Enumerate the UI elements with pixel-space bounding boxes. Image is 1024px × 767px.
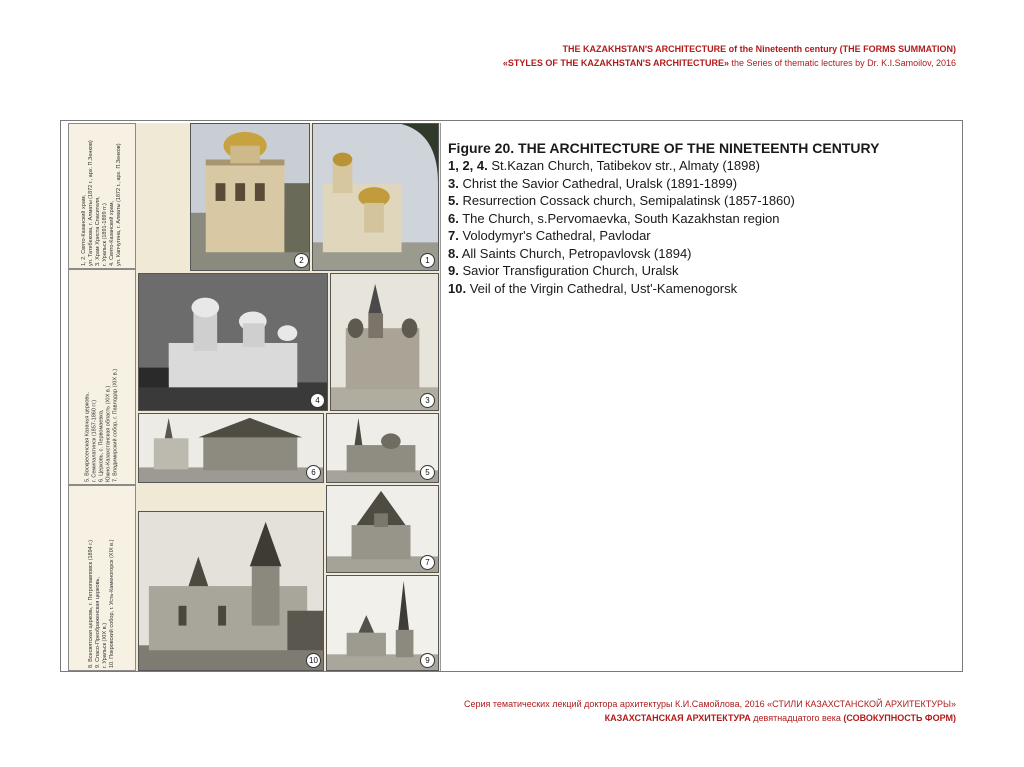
photo-number-badge: 1 xyxy=(420,253,435,268)
figure-item-text: Volodymyr's Cathedral, Pavlodar xyxy=(458,228,651,243)
photo-church-pervomaevka xyxy=(138,413,324,483)
figure-item xyxy=(448,262,948,280)
figure-caption xyxy=(448,139,948,297)
photo-number-badge: 5 xyxy=(420,465,435,480)
figure-item-number: 10. xyxy=(448,280,467,296)
figure-title: Figure 20. THE ARCHITECTURE OF THE NINETEENTH CENTURY xyxy=(448,140,880,156)
photo-number-badge: 6 xyxy=(306,465,321,480)
photo-number-badge: 7 xyxy=(420,555,435,570)
photo-collage xyxy=(68,123,441,671)
figure-item xyxy=(448,175,948,193)
photo-kazan-church-4 xyxy=(138,273,328,411)
figure-item-text: St.Kazan Church, Tatibekov str., Almaty (1898) xyxy=(487,158,760,173)
caption-text-1: 1, 2. Свято-Казанский храм, ул. Татибекова, г. Алматы (1872 г., арх. П.Зенков) 3. Храм Христа Спасителя, г. Уральск (1891-1899 гг.) 4. Свято-Казанский храм, ул. Капчугина, г. Алматы (1872 г., арх. П.Зенков) xyxy=(81,140,122,266)
figure-item-text: Christ the Savior Cathedral, Uralsk (1891-1899) xyxy=(458,175,738,191)
figure-item-number: 3. xyxy=(448,175,459,191)
figure-item xyxy=(448,245,948,263)
photo-number-badge: 3 xyxy=(420,393,435,408)
photo-all-saints-church xyxy=(138,511,324,671)
figure-item-text: The Church, s.Pervomaevka, South Kazakhstan region xyxy=(458,210,780,226)
footer-bold-1: КАЗАХСТАНСКАЯ АРХИТЕКТУРА xyxy=(604,713,751,723)
caption-strip-2 xyxy=(68,269,136,485)
photo-kazan-church-1 xyxy=(312,123,439,271)
figure-frame xyxy=(60,120,963,672)
figure-item-number: 8. xyxy=(448,245,459,261)
figure-item-number: 9. xyxy=(448,263,459,278)
figure-item-text: Veil of the Virgin Cathedral, Ust'-Kamenogorsk xyxy=(466,280,738,296)
figure-item-number: 5. xyxy=(448,193,459,208)
footer-mid: девятнадцатого века xyxy=(750,713,844,723)
header-series-name: «STYLES OF THE KAZAKHSTAN'S ARCHITECTURE» xyxy=(502,58,730,68)
figure-item xyxy=(448,157,948,175)
figure-item-number: 7. xyxy=(448,228,459,243)
figure-item-number: 6. xyxy=(448,210,459,226)
caption-strip-1 xyxy=(68,123,136,269)
footer-series-line: Серия тематических лекций доктора архитектуры К.И.Самойлова, 2016 «СТИЛИ КАЗАХСТАНСКОЙ АРХИТЕКТУРЫ» xyxy=(463,699,956,709)
footer-bold-2: (СОВОКУПНОСТЬ ФОРМ) xyxy=(843,713,956,723)
slide-header xyxy=(503,42,956,70)
photo-number-badge: 10 xyxy=(306,653,321,668)
figure-item-text: Resurrection Cossack church, Semipalatinsk (1857-1860) xyxy=(458,193,795,208)
caption-text-2: 5. Воскресенская Казачья церковь, г. Семипалатинск (1857-1860 гг.) 6. Церковь, с. Первомаевка, Южно-Казахстанская область (XIX в.) 7. Владимирский собор, г. Павлодар (XIX в.) xyxy=(84,368,119,482)
caption-text-3: 8. Всесвятская церковь, г. Петропавловск (1894 г.) 9. Спасо-Преображенская церковь, г. Уральск (XIX в.) 10. Покровский собор, г. Усть-Каменогорск (XIX в.) xyxy=(88,539,115,668)
caption-strip-3 xyxy=(68,485,136,671)
figure-item-text: All Saints Church, Petropavlovsk (1894) xyxy=(458,245,692,261)
photo-kazan-church-2 xyxy=(190,123,310,271)
figure-item-number: 1, 2, 4. xyxy=(448,158,488,173)
footer-title-line xyxy=(464,711,956,725)
figure-item-text: Savior Transfiguration Church, Uralsk xyxy=(458,263,679,278)
slide-footer xyxy=(464,697,956,725)
header-author: the Series of thematic lectures by Dr. K.I.Samoilov, 2016 xyxy=(729,58,956,68)
photo-christ-savior-cathedral xyxy=(330,273,439,411)
figure-item xyxy=(448,192,948,210)
header-subtitle xyxy=(503,56,956,70)
figure-item xyxy=(448,227,948,245)
photo-number-badge: 2 xyxy=(294,253,309,268)
figure-item xyxy=(448,280,948,298)
photo-number-badge: 4 xyxy=(310,393,325,408)
photo-number-badge: 9 xyxy=(420,653,435,668)
figure-item xyxy=(448,210,948,228)
header-title: THE KAZAKHSTAN'S ARCHITECTURE of the Nineteenth century (THE FORMS SUMMATION) xyxy=(562,44,956,54)
